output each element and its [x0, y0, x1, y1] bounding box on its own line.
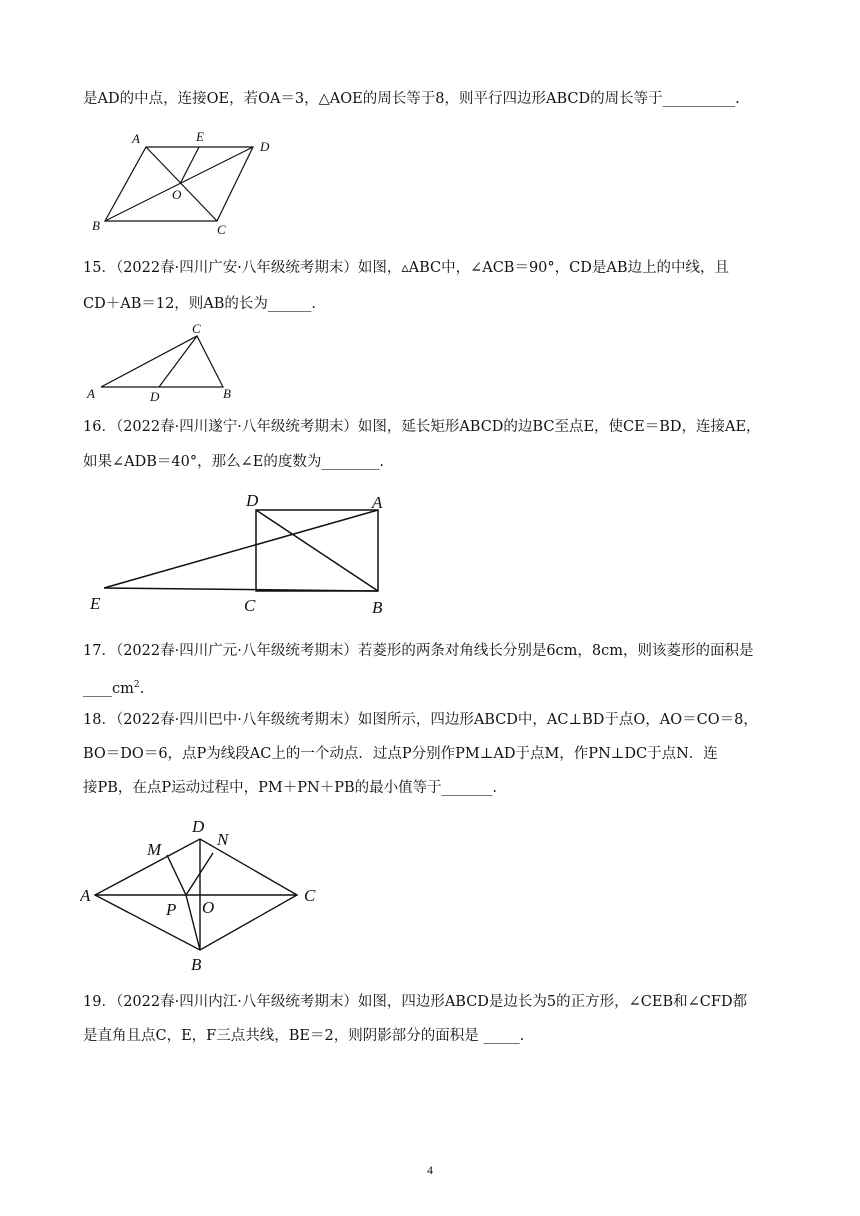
q16-line-1: 16．（2022春·四川遂宁·八年级统考期末）如图，延长矩形ABCD的边BC至点E，使CE＝BD，连接AE， — [83, 419, 761, 435]
fig14-label-a: A — [132, 131, 140, 146]
fig16-label-c: C — [244, 596, 256, 615]
figure-15-triangle — [84, 319, 254, 403]
fig18-label-o: O — [202, 898, 215, 917]
page-number: 4 — [427, 1163, 433, 1177]
fig16-label-b: B — [372, 598, 383, 617]
fig18-label-a: A — [80, 886, 91, 905]
fig14-label-o: O — [172, 187, 182, 202]
fig14-label-c: C — [217, 222, 226, 237]
fig18-label-b: B — [191, 955, 202, 974]
fig15-label-b: B — [223, 386, 231, 401]
q14-text-continued: 是AD的中点，连接OE，若OA＝3，△AOE的周长等于8，则平行四边形ABCD的周长等于__________. — [83, 91, 740, 107]
fig18-label-d: D — [192, 817, 205, 836]
figure-18-quadrilateral — [80, 812, 330, 974]
figure-14-parallelogram — [88, 126, 288, 238]
q18-line-2: BO＝DO＝6，点P为线段AC上的一个动点．过点P分别作PM⊥AD于点M，作PN⊥DC于点N．连 — [83, 746, 718, 762]
fig18-label-m: M — [147, 840, 162, 859]
q19-line-1: 19．（2022春·四川内江·八年级统考期末）如图，四边形ABCD是边长为5的正方形，∠CEB和∠CFD都 — [83, 994, 748, 1010]
fig18-label-p: P — [166, 900, 177, 919]
q17-period: . — [139, 680, 145, 697]
fig14-label-e: E — [196, 129, 204, 144]
q17-answer-blank: ____cm — [83, 680, 134, 697]
fig14-label-b: B — [92, 218, 100, 233]
fig14-label-d: D — [260, 139, 270, 154]
q15-line-1: 15．（2022春·四川广安·八年级统考期末）如图，▵ABC中，∠ACB＝90°，CD是AB边上的中线，且 — [83, 260, 730, 276]
fig15-label-c: C — [192, 321, 201, 336]
fig15-label-d: D — [150, 389, 160, 403]
fig18-label-c: C — [304, 886, 316, 905]
q17-line-1: 17．（2022春·四川广元·八年级统考期末）若菱形的两条对角线长分别是6cm，8cm，则该菱形的面积是 — [83, 643, 754, 659]
q18-line-1: 18．（2022春·四川巴中·八年级统考期末）如图所示，四边形ABCD中，AC⊥BD于点O，AO＝CO＝8， — [83, 712, 758, 728]
fig16-label-d: D — [246, 491, 259, 510]
q17-unit-superscript: 2 — [133, 680, 140, 690]
fig16-label-e: E — [90, 594, 101, 613]
fig16-label-a: A — [372, 493, 383, 512]
q19-line-2: 是直角且点C，E，F三点共线，BE＝2，则阴影部分的面积是 _____. — [83, 1028, 525, 1044]
q18-line-3: 接PB，在点P运动过程中，PM＋PN＋PB的最小值等于_______. — [83, 780, 497, 796]
q16-line-2: 如果∠ADB＝40°，那么∠E的度数为________. — [83, 454, 384, 470]
fig15-label-a: A — [87, 386, 95, 401]
fig18-label-n: N — [217, 830, 229, 849]
q15-line-2: CD＋AB＝12，则AB的长为______. — [83, 296, 317, 312]
q17-line-2 — [83, 675, 144, 699]
figure-16-rectangle — [84, 488, 404, 620]
